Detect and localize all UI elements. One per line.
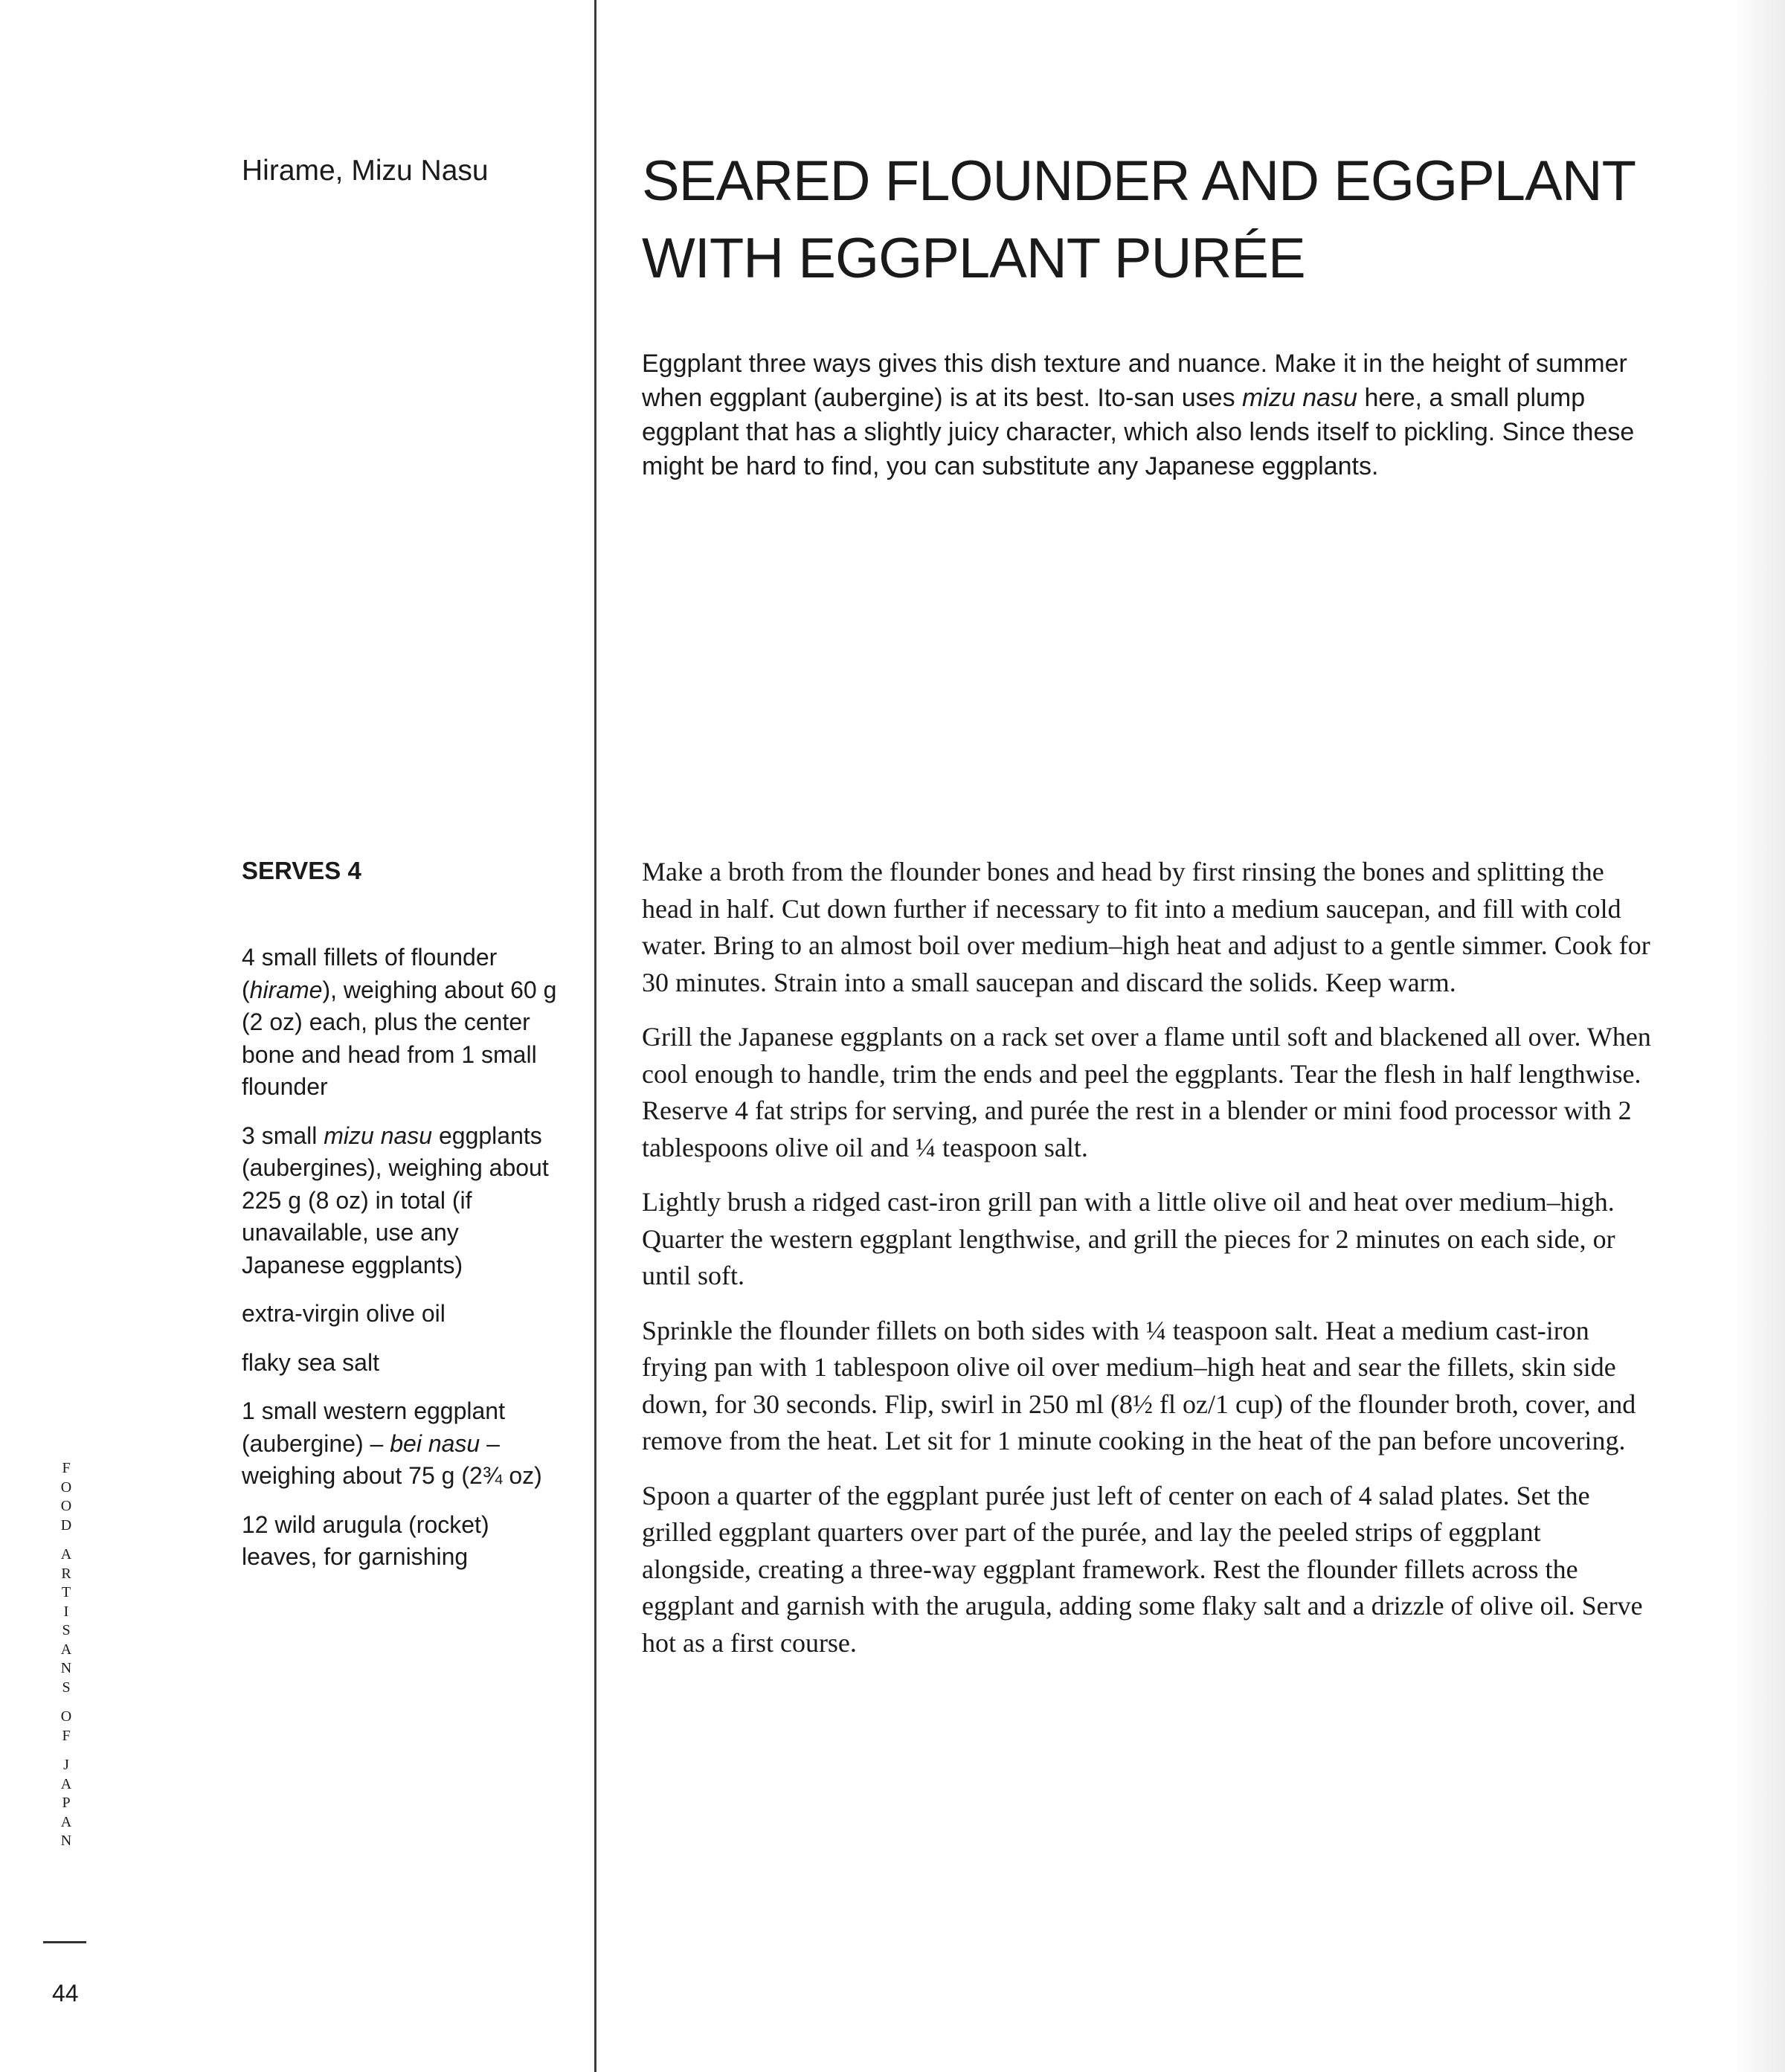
intro-text: here, a small plump eggplant that has a slightly juicy character, which also lends itself to pickling. Since these might be hard to find, you can substitute any Japanese eggplants. <box>642 384 1635 480</box>
running-title-letter: N <box>60 1660 72 1676</box>
running-title-letter: A <box>60 1546 72 1563</box>
ingredient-text: eggplants (aubergines), weighing about 225 g (8 oz) in total (if unavailable, use any Japanese eggplants) <box>242 1122 549 1278</box>
intro-italic: mizu nasu <box>1242 384 1357 412</box>
ingredient-text: 1 small western eggplant (aubergine) – <box>242 1397 505 1457</box>
running-title-letters <box>54 1545 79 1697</box>
running-title-letters <box>54 1708 79 1746</box>
ingredient-text: ), weighing about 60 g (2 oz) each, plus the center bone and head from 1 small flounder <box>242 976 557 1100</box>
ingredients-list <box>242 942 562 1590</box>
ingredient-item <box>242 1298 562 1331</box>
running-title-letter: A <box>60 1641 72 1658</box>
running-title-letter: N <box>60 1833 72 1849</box>
running-title-letter: S <box>62 1679 71 1696</box>
running-title-letter: O <box>60 1708 72 1725</box>
ingredient-italic: mizu nasu <box>324 1122 433 1149</box>
method-step: Make a broth from the flounder bones and head by first rinsing the bones and splitting the head in half. Cut down further if necessary to fit into a medium saucepan, and fill with cold water. Bring to an almost boil over medium–high heat and adjust to a gentle simmer. Cook for 30 minutes. Strain into a small saucepan and discard the solids. Keep warm. <box>642 857 1650 997</box>
running-title-letter: A <box>60 1775 72 1792</box>
running-title-letter: F <box>62 1460 71 1476</box>
method-steps <box>642 854 1653 1679</box>
column-divider <box>594 0 596 2072</box>
title-line: WITH EGGPLANT PURÉE <box>642 227 1305 290</box>
serves-heading: SERVES 4 <box>242 857 361 884</box>
ingredient-italic: bei nasu <box>390 1429 480 1457</box>
running-title-letter: A <box>60 1813 72 1830</box>
recipe-japanese-name: Hirame, Mizu Nasu <box>242 155 489 187</box>
running-title-letters <box>54 1756 79 1851</box>
page-edge-shadow <box>1733 0 1785 2072</box>
running-title-letter: O <box>60 1479 72 1496</box>
footer-rule <box>43 1941 86 1943</box>
ingredient-text: flaky sea salt <box>242 1348 379 1376</box>
ingredient-item <box>242 1120 562 1282</box>
running-title-letter: R <box>61 1565 71 1582</box>
running-title-letter: P <box>62 1795 71 1811</box>
running-title-letter: O <box>60 1498 72 1514</box>
method-step: Grill the Japanese eggplants on a rack set over a flame until soft and blackened all over. When cool enough to handle, trim the ends and peel the eggplants. Tear the flesh in half lengthwise. Reserve 4 fat strips for serving, and purée the rest in a blender or mini food processor with 2 tablespoons olive oil and ¼ teaspoon salt. <box>642 1022 1651 1162</box>
recipe-title <box>642 143 1720 297</box>
ingredient-item <box>242 1347 562 1380</box>
ingredient-italic: hirame <box>249 976 323 1003</box>
method-step: Spoon a quarter of the eggplant purée just left of center on each of 4 salad plates. Set the grilled eggplant quarters over part of the purée, and lay the peeled strips of eggplant alongside, creating a three-way eggplant framework. Rest the flounder fillets across the eggplant and garnish with the arugula, adding some flaky salt and a drizzle of olive oil. Serve hot as a first course. <box>642 1480 1643 1658</box>
running-title-letter: J <box>63 1757 69 1773</box>
running-title-letter: D <box>60 1516 72 1534</box>
ingredient-text: 3 small <box>242 1122 324 1149</box>
ingredient-text: 12 wild arugula (rocket) leaves, for garnishing <box>242 1510 489 1570</box>
ingredient-text: 4 small fillets of flounder ( <box>242 944 498 1003</box>
ingredient-text: extra-virgin olive oil <box>242 1300 446 1327</box>
page-number: 44 <box>52 1980 79 2007</box>
running-title-letter: F <box>62 1727 71 1744</box>
running-title-letters <box>54 1459 79 1535</box>
recipe-intro <box>642 347 1668 483</box>
ingredient-item <box>242 1509 562 1574</box>
method-step: Lightly brush a ridged cast-iron grill pan with a little olive oil and heat over medium–high. Quarter the western eggplant lengthwise, and grill the pieces for 2 minutes on each side, or until soft. <box>642 1187 1615 1290</box>
running-title-vertical <box>54 1459 79 1862</box>
ingredient-item <box>242 942 562 1104</box>
title-line: SEARED FLOUNDER AND EGGPLANT <box>642 149 1636 213</box>
running-title-letter: I <box>63 1603 69 1620</box>
ingredient-item <box>242 1395 562 1493</box>
running-title-letter: T <box>61 1584 71 1600</box>
method-step: Sprinkle the flounder fillets on both sides with ¼ teaspoon salt. Heat a medium cast-iron frying pan with 1 tablespoon olive oil over medium–high heat and sear the fillets, skin side down, for 30 seconds. Flip, swirl in 250 ml (8½ fl oz/1 cup) of the flounder broth, cover, and remove from the heat. Let sit for 1 minute cooking in the heat of the pan before uncovering. <box>642 1315 1636 1455</box>
running-title-letter: S <box>62 1622 71 1638</box>
intro-text: Eggplant three ways gives this dish texture and nuance. Make it in the height of summer when eggplant (aubergine) is at its best. Ito-san uses <box>642 350 1627 412</box>
ingredient-text: – weighing about 75 g (2¾ oz) <box>242 1429 542 1489</box>
